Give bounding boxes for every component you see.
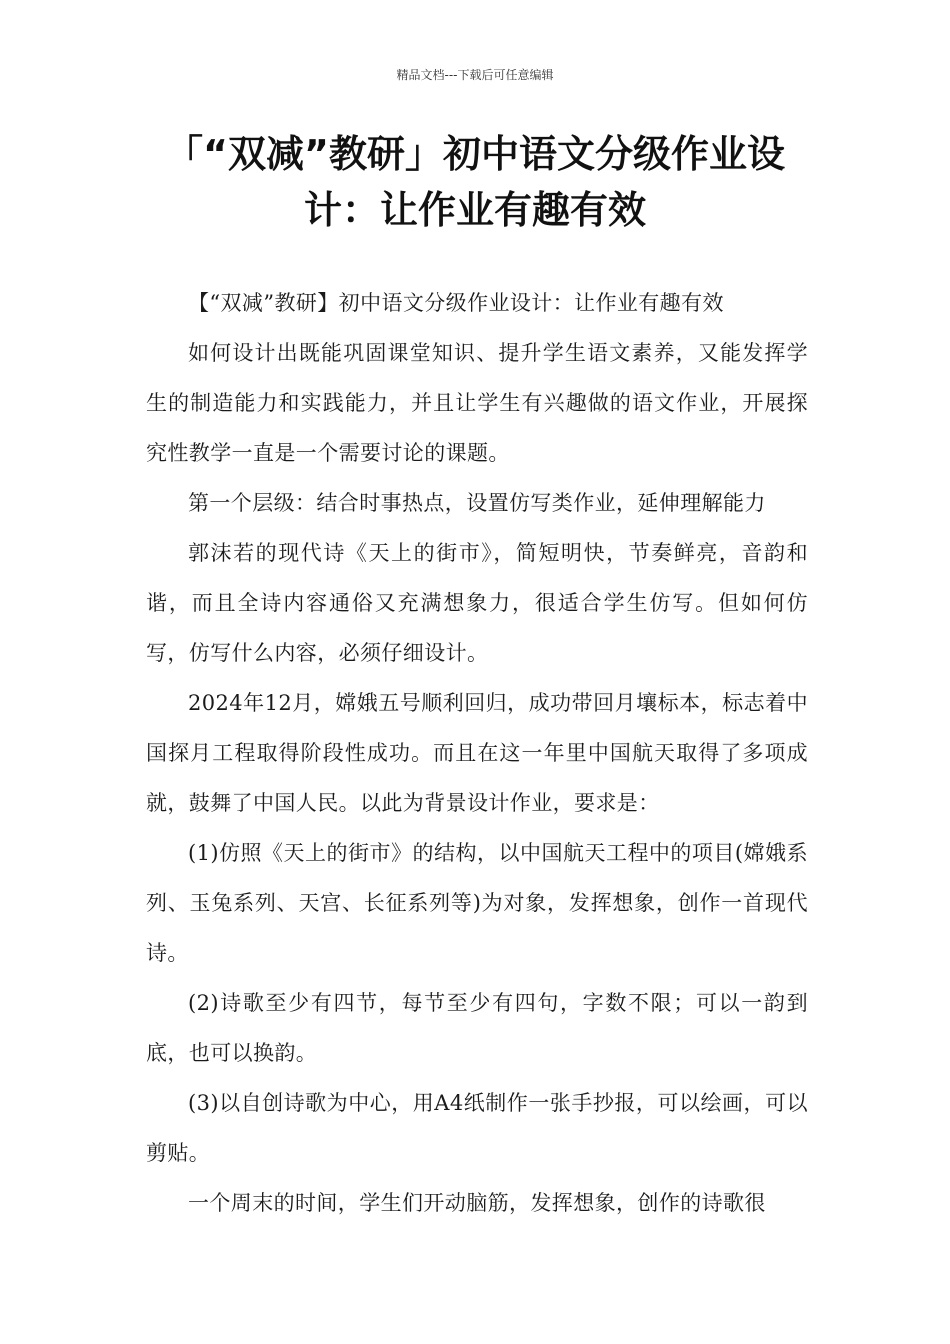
document-title: 「“双减”教研」初中语文分级作业设计：让作业有趣有效	[165, 132, 785, 232]
header-note: 精品文档---下载后可任意编辑	[396, 68, 554, 82]
paragraph-intro: 如何设计出既能巩固课堂知识、提升学生语文素养，又能发挥学生的制造能力和实践能力，并且让学生有兴趣做的语文作业，开展探究性教学一直是一个需要讨论的课题。	[146, 341, 808, 465]
paragraph-background: 2024年12月，嫦娥五号顺利回归，成功带回月壤标本，标志着中国探月工程取得阶段性成功。而且在这一年里中国航天取得了多项成就，鼓舞了中国人民。以此为背景设计作业，要求是：	[146, 691, 808, 815]
paragraph-requirement-3: (3)以自创诗歌为中心，用A4纸制作一张手抄报，可以绘画，可以剪贴。	[146, 1091, 808, 1165]
document-body	[146, 278, 808, 1228]
paragraph-requirement-1: (1)仿照《天上的街市》的结构，以中国航天工程中的项目(嫦娥系列、玉兔系列、天宫、长征系列等)为对象，发挥想象，创作一首现代诗。	[146, 841, 808, 965]
paragraph-weekend: 一个周末的时间，学生们开动脑筋，发挥想象，创作的诗歌很	[188, 1191, 766, 1215]
paragraph-subtitle: 【“双减”教研】初中语文分级作业设计：让作业有趣有效	[188, 291, 724, 315]
paragraph-level-one-heading: 第一个层级：结合时事热点，设置仿写类作业，延伸理解能力	[188, 491, 766, 515]
paragraph-poem-description: 郭沫若的现代诗《天上的街市》，简短明快，节奏鲜亮，音韵和谐，而且全诗内容通俗又充满想象力，很适合学生仿写。但如何仿写，仿写什么内容，必须仔细设计。	[146, 541, 808, 665]
paragraph-requirement-2: (2)诗歌至少有四节，每节至少有四句，字数不限；可以一韵到底，也可以换韵。	[146, 991, 808, 1065]
